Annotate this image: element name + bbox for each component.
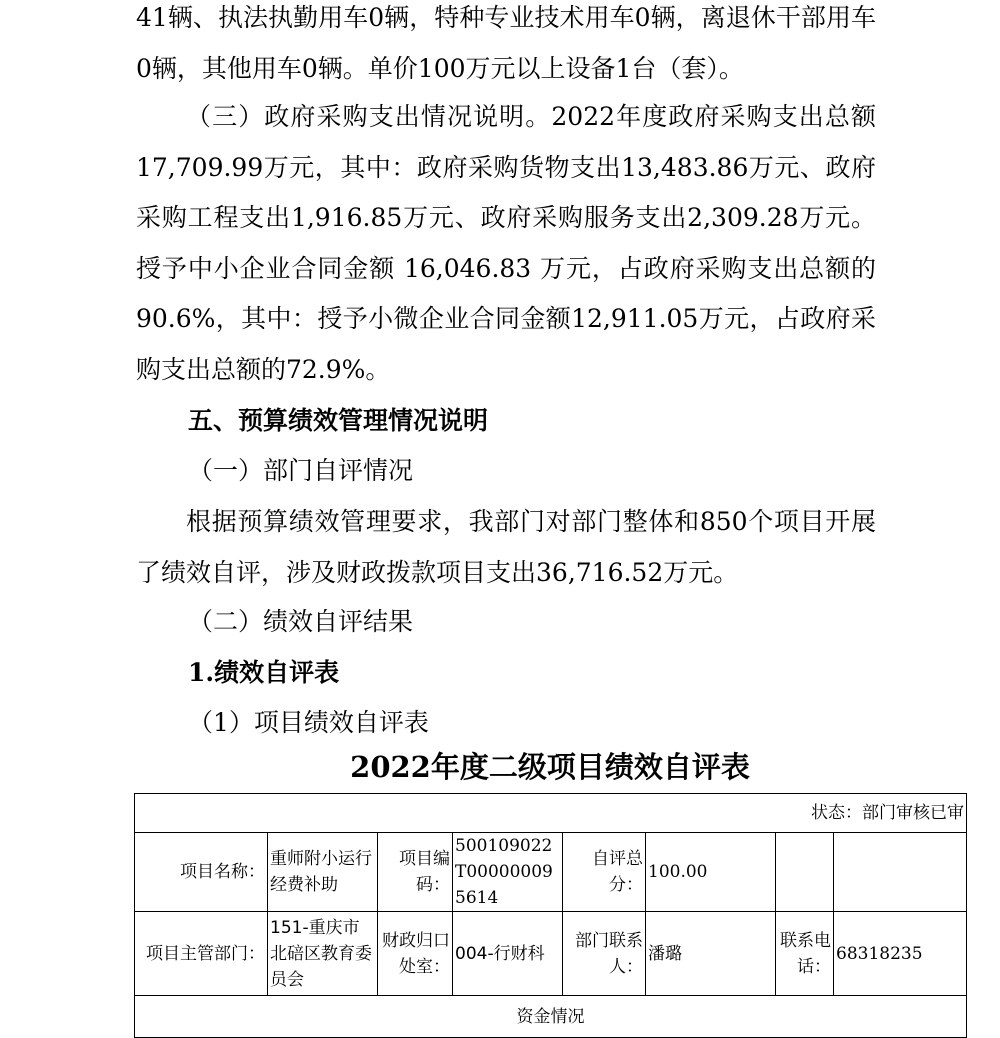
department-label: 项目主管部门： xyxy=(135,912,268,996)
funds-header: 资金情况 xyxy=(135,996,967,1038)
subheading-results: （二）绩效自评结果 xyxy=(188,607,414,636)
project-name-value: 重师附小运行经费补助 xyxy=(268,833,378,912)
section-heading-performance: 五、预算绩效管理情况说明 xyxy=(188,406,489,435)
phone-label: 联系电话： xyxy=(776,912,834,996)
finance-office-label: 财政归口处室： xyxy=(378,912,453,996)
contact-label: 部门联系人： xyxy=(563,912,646,996)
paragraph-self-evaluation: 根据预算绩效管理要求，我部门对部门整体和850个项目开展了绩效自评，涉及财政拨款项目支出36,716.52万元。 xyxy=(136,507,876,587)
score-value: 100.00 xyxy=(646,833,776,912)
evaluation-table xyxy=(134,793,967,1038)
department-value: 151-重庆市北碚区教育委员会 xyxy=(268,912,378,996)
paragraph-vehicles: 41辆、执法执勤用车0辆，特种专业技术用车0辆，离退休干部用车0辆，其他用车0辆。单价100万元以上设备1台（套）。 xyxy=(136,3,876,83)
status-cell: 状态：部门审核已审 xyxy=(135,794,967,833)
department-row xyxy=(135,912,967,996)
project-name-label: 项目名称： xyxy=(135,833,268,912)
paragraph-procurement: （三）政府采购支出情况说明。2022年度政府采购支出总额17,709.99万元，其中：政府采购货物支出13,483.86万元、政府采购工程支出1,916.85万元、政府采购服务支出2,309.28万元。授予中小企业合同金额 16,046.83 万元，占政府采购支出总额的90.6%，其中：授予小微企业合同金额12,911.05万元，占政府采购支出总额的72.9%。 xyxy=(136,102,876,384)
finance-office-value: 004-行财科 xyxy=(453,912,563,996)
empty-cell-1 xyxy=(776,833,834,912)
project-row xyxy=(135,833,967,912)
phone-value: 68318235 xyxy=(834,912,967,996)
table-title: 2022年度二级项目绩效自评表 xyxy=(350,750,750,784)
subheading-self-evaluation: （一）部门自评情况 xyxy=(188,456,414,485)
project-code-label: 项目编码： xyxy=(378,833,453,912)
status-row xyxy=(135,794,967,833)
subheading-project-table: （1）项目绩效自评表 xyxy=(188,708,429,737)
heading-self-evaluation-table: 1.绩效自评表 xyxy=(188,658,340,687)
project-code-value: 500109022T000000095614 xyxy=(453,833,563,912)
contact-value: 潘璐 xyxy=(646,912,776,996)
empty-cell-2 xyxy=(834,833,967,912)
score-label: 自评总分： xyxy=(563,833,646,912)
funds-row xyxy=(135,996,967,1038)
